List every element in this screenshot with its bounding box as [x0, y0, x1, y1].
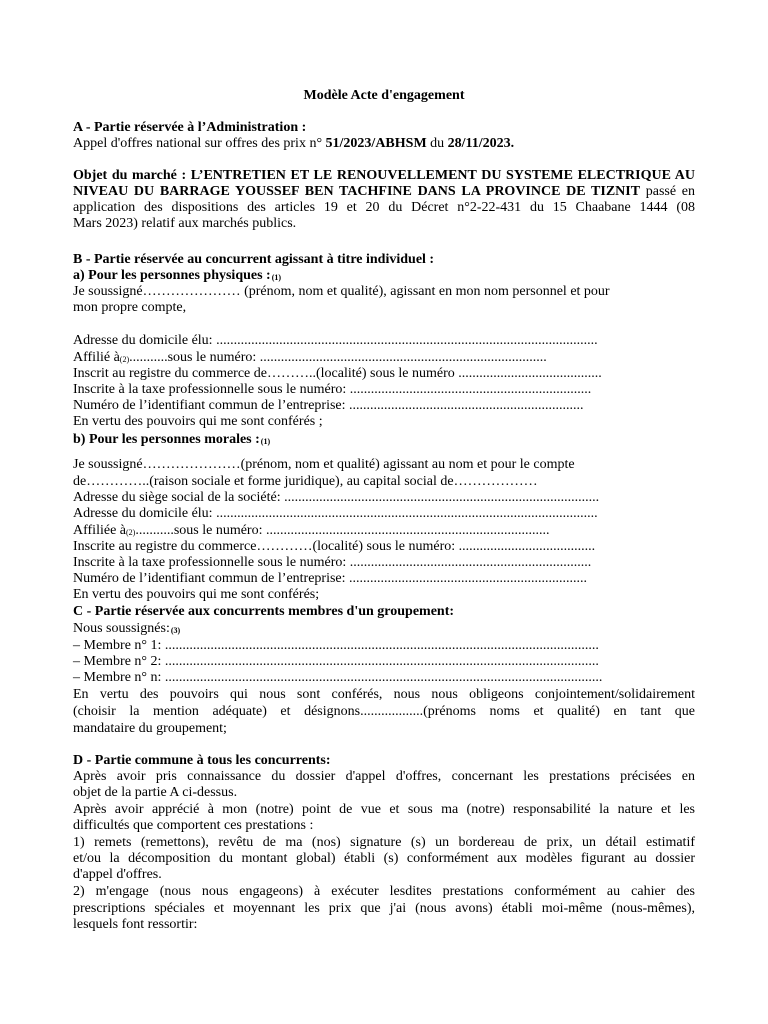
section-a-heading: A - Partie réservée à l’Administration :	[73, 120, 307, 135]
physique-taxe-professionnelle: Inscrite à la taxe professionnelle sous le numéro: .....................................................................	[73, 382, 592, 397]
appel-du: du	[430, 136, 445, 151]
groupement-para-line-2: (choisir la mention adéquate) et désignons..................(prénoms noms et qualité) en tant que	[73, 704, 695, 719]
section-d-p1-line-1: Après avoir pris connaissance du dossier d'appel d'offres, concernant les prestations précisées en	[73, 769, 695, 784]
objet-text-2-rest: passé en	[645, 184, 696, 199]
personnes-morales-heading	[73, 432, 270, 449]
objet-text-2-bold: NIVEAU DU BARRAGE YOUSSEF BEN TACHFINE DANS LA PROVINCE DE TIZNIT	[73, 184, 641, 199]
physique-soussigne-line-2: mon propre compte,	[73, 300, 187, 315]
section-d-p1-line-2: objet de la partie A ci-dessus.	[73, 785, 238, 800]
membre-1: – Membre n° 1: ............................................................................................................................	[73, 638, 599, 653]
affiliee-label: Affiliée à	[73, 523, 126, 538]
section-c-heading: C - Partie réservée aux concurrents membres d'un groupement:	[73, 604, 455, 619]
morale-affiliee	[73, 523, 549, 540]
membre-n: – Membre n° n: .............................................................................................................................	[73, 670, 603, 685]
morale-soussigne-line-1: Je soussigné…………………(prénom, nom et qualité) agissant au nom et pour le compte	[73, 457, 575, 472]
footnote-1b: (1)	[260, 437, 271, 446]
nous-soussignes	[73, 621, 180, 638]
objet-line-3: application des dispositions des articles 19 et 20 du Décret n°2-22-431 du 15 Chaabane 1444 (08	[73, 200, 695, 215]
personnes-physiques-label: a) Pour les personnes physiques :	[73, 268, 271, 283]
section-b-heading: B - Partie réservée au concurrent agissant à titre individuel :	[73, 252, 435, 267]
section-d-p4-line-3: lesquels font ressortir:	[73, 917, 198, 932]
morale-taxe-professionnelle: Inscrite à la taxe professionnelle sous le numéro: .....................................................................	[73, 555, 592, 570]
morale-soussigne-line-2: de…………..(raison sociale et forme juridique), au capital social de………………	[73, 474, 538, 489]
objet-line-1	[73, 168, 695, 184]
section-d-p3-line-3: d'appel d'offres.	[73, 867, 162, 882]
morale-adresse-domicile: Adresse du domicile élu: .............................................................................................................	[73, 506, 598, 521]
appel-number: 51/2023/ABHSM	[325, 136, 427, 151]
appel-date: 28/11/2023.	[447, 136, 515, 151]
affiliee-numero: ...........sous le numéro: .................................................................................	[135, 523, 550, 538]
section-d-p4-line-1: 2) m'engage (nous nous engageons) à exécuter lesdites prestations conformément au cahier des	[73, 884, 695, 899]
physique-pouvoirs: En vertu des pouvoirs qui me sont conférés ;	[73, 414, 323, 429]
appel-prefix: Appel d'offres national sur offres des prix n°	[73, 136, 323, 151]
physique-adresse-domicile: Adresse du domicile élu: .............................................................................................................	[73, 333, 598, 348]
section-d-p3-line-1: 1) remets (remettons), revêtu de ma (nos) signature (s) un bordereau de prix, un détail estimatif	[73, 835, 695, 850]
personnes-physiques-heading	[73, 268, 281, 285]
section-d-p4-line-2: prescriptions spéciales et moyennant les prix que j'ai (nous avons) établi moi-même (nous-mêmes),	[73, 901, 695, 916]
page-title: Modèle Acte d'engagement	[303, 88, 465, 103]
affilie-label: Affilié à	[73, 350, 120, 365]
section-d-heading: D - Partie commune à tous les concurrents:	[73, 753, 331, 768]
physique-soussigne-line-1: Je soussigné………………… (prénom, nom et qualité), agissant en mon nom personnel et pour	[73, 284, 610, 299]
groupement-para-line-1: En vertu des pouvoirs qui nous sont conférés, nous nous obligeons conjointement/solidairement	[73, 687, 695, 702]
affilie-numero: ...........sous le numéro: ..................................................................................	[129, 350, 547, 365]
groupement-para-line-3: mandataire du groupement;	[73, 721, 227, 736]
footnote-1: (1)	[271, 273, 282, 282]
nous-soussignes-label: Nous soussignés:	[73, 621, 170, 636]
membre-2: – Membre n° 2: ............................................................................................................................	[73, 654, 599, 669]
morale-siege-social: Adresse du siège social de la société: ..........................................................................................	[73, 490, 600, 505]
physique-identifiant-commun: Numéro de l’identifiant commun de l’entreprise: ...................................................................	[73, 398, 584, 413]
objet-label: Objet du marché :	[73, 168, 187, 183]
section-d-p2-line-2: difficultés que comportent ces prestations :	[73, 818, 314, 833]
personnes-morales-label: b) Pour les personnes morales :	[73, 432, 260, 447]
morale-registre-commerce: Inscrite au registre du commerce…………(localité) sous le numéro: .......................................	[73, 539, 596, 554]
footnote-2b: (2)	[126, 528, 136, 537]
morale-identifiant-commun: Numéro de l’identifiant commun de l’entreprise: ....................................................................	[73, 571, 588, 586]
objet-text-1: L’ENTRETIEN ET LE RENOUVELLEMENT DU SYSTEME ELECTRIQUE AU	[190, 168, 695, 183]
section-d-p3-line-2: et/ou la décomposition du montant global) établi (s) conformément aux modèles figurant au dossier	[73, 851, 695, 866]
morale-pouvoirs: En vertu des pouvoirs qui me sont conférés;	[73, 587, 320, 602]
footnote-2: (2)	[119, 355, 130, 364]
objet-line-4: Mars 2023) relatif aux marchés publics.	[73, 216, 297, 231]
section-d-p2-line-1: Après avoir apprécié à mon (notre) point de vue et sous ma (notre) responsabilité la nature et les	[73, 802, 695, 817]
footnote-3: (3)	[170, 626, 181, 635]
objet-line-2	[73, 184, 695, 200]
appel-offres-line	[73, 136, 514, 152]
physique-affilie	[73, 350, 547, 367]
physique-registre-commerce: Inscrit au registre du commerce de………..(localité) sous le numéro .........................................	[73, 366, 602, 381]
